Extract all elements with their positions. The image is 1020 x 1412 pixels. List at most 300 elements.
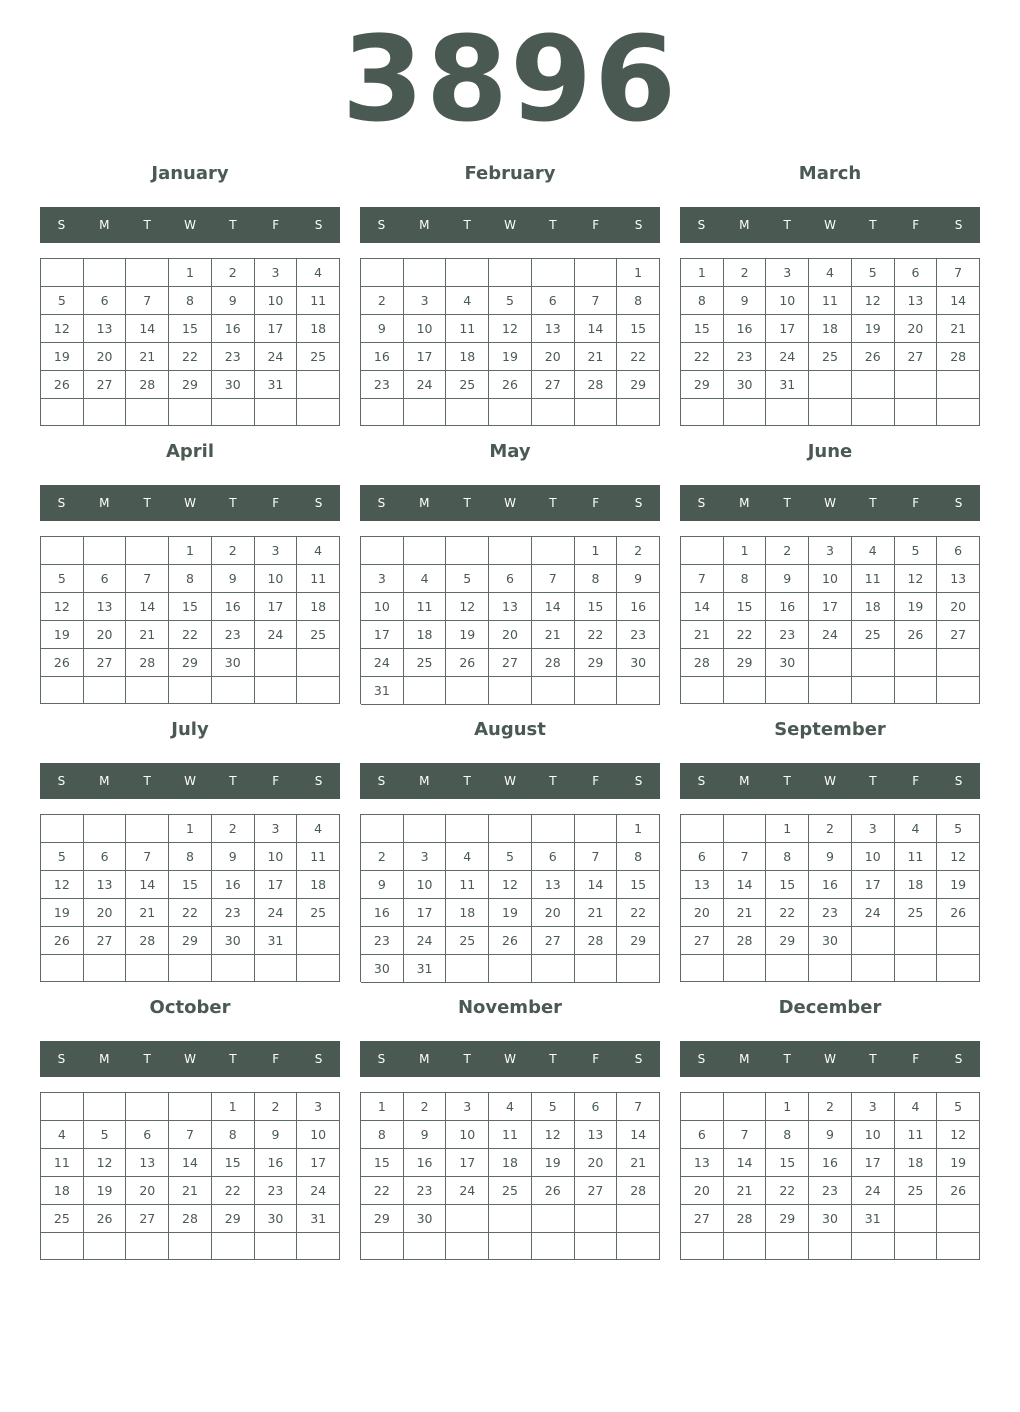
day-cell: 5 [532,1093,575,1121]
weekday-header [360,763,660,799]
day-cell: 22 [169,343,212,371]
day-cell: 23 [809,899,852,927]
empty-day-cell [255,955,298,982]
weekday-label: S [314,496,323,510]
day-cell: 26 [41,927,84,955]
day-cell: 1 [212,1093,255,1121]
day-cell: 13 [489,593,532,621]
empty-day-cell [297,649,340,677]
empty-day-cell [126,1093,169,1121]
day-cell: 25 [895,899,938,927]
day-cell: 4 [852,537,895,565]
month-name: October [149,997,231,1018]
empty-day-cell [681,537,724,565]
weekday-label: T [549,1052,557,1066]
day-cell: 2 [212,259,255,287]
day-cell: 29 [575,649,618,677]
empty-day-cell [937,371,980,399]
day-cell: 9 [724,287,767,315]
day-cell: 21 [126,899,169,927]
empty-day-cell [937,649,980,677]
day-cell: 6 [532,287,575,315]
weekday-label: S [634,1052,643,1066]
weekday-label: S [954,496,963,510]
day-cell: 23 [255,1177,298,1205]
day-cell: 21 [575,343,618,371]
day-cell: 5 [41,843,84,871]
empty-day-cell [532,537,575,565]
empty-day-cell [489,677,532,705]
day-cell: 21 [169,1177,212,1205]
day-cell: 6 [575,1093,618,1121]
weekday-label: M [419,496,430,510]
day-cell: 5 [446,565,489,593]
day-cell: 26 [41,371,84,399]
day-cell: 19 [852,315,895,343]
day-cell: 12 [41,593,84,621]
day-cell: 15 [575,593,618,621]
month-name: September [774,719,886,740]
empty-day-cell [41,399,84,426]
empty-day-cell [361,399,404,426]
day-cell: 3 [255,537,298,565]
day-cell: 17 [446,1149,489,1177]
empty-day-cell [255,677,298,704]
empty-day-cell [937,677,980,704]
empty-day-cell [724,1093,767,1121]
weekday-label: M [99,218,110,232]
weekday-label: F [912,496,920,510]
empty-day-cell [446,955,489,983]
weekday-label: W [504,1052,516,1066]
day-cell: 28 [126,649,169,677]
weekday-header [680,207,980,243]
day-cell: 18 [41,1177,84,1205]
empty-day-cell [575,1205,618,1233]
day-cell: 20 [84,899,127,927]
day-cell: 15 [212,1149,255,1177]
day-cell: 17 [766,315,809,343]
day-cell: 20 [84,621,127,649]
day-cell: 7 [724,1121,767,1149]
day-cell: 26 [895,621,938,649]
weekday-label: T [463,1052,471,1066]
day-cell: 5 [937,1093,980,1121]
day-cell: 6 [84,287,127,315]
day-cell: 5 [84,1121,127,1149]
month-name: December [778,997,882,1018]
day-cell: 28 [532,649,575,677]
day-cell: 23 [361,927,404,955]
month-name: April [165,441,215,462]
empty-day-cell [617,955,660,983]
month-name: January [151,163,229,184]
empty-day-cell [361,537,404,565]
weekday-label: T [783,1052,791,1066]
weekday-header [680,485,980,521]
weekday-label: T [143,774,151,788]
day-cell: 22 [766,899,809,927]
day-cell: 21 [532,621,575,649]
weekday-label: W [184,496,196,510]
weekday-header [680,1041,980,1077]
weekday-label: M [99,1052,110,1066]
day-cell: 20 [126,1177,169,1205]
day-cell: 10 [809,565,852,593]
day-cell: 7 [575,287,618,315]
day-cell: 10 [404,315,447,343]
day-cell: 15 [169,871,212,899]
day-cell: 22 [575,621,618,649]
day-grid [360,258,660,426]
day-cell: 12 [852,287,895,315]
day-cell: 26 [41,649,84,677]
empty-day-cell [681,399,724,426]
day-cell: 9 [361,871,404,899]
empty-day-cell [126,537,169,565]
day-cell: 2 [361,287,404,315]
empty-day-cell [532,815,575,843]
day-cell: 4 [446,287,489,315]
empty-day-cell [41,815,84,843]
day-cell: 8 [361,1121,404,1149]
day-cell: 23 [724,343,767,371]
empty-day-cell [532,1233,575,1260]
day-cell: 3 [255,259,298,287]
day-cell: 8 [617,287,660,315]
day-cell: 17 [404,343,447,371]
empty-day-cell [84,259,127,287]
day-cell: 5 [41,565,84,593]
day-cell: 11 [895,843,938,871]
day-cell: 9 [809,843,852,871]
empty-day-cell [126,399,169,426]
empty-day-cell [169,399,212,426]
day-cell: 11 [297,843,340,871]
day-cell: 30 [809,1205,852,1233]
empty-day-cell [41,1233,84,1260]
empty-day-cell [126,259,169,287]
day-cell: 17 [255,871,298,899]
empty-day-cell [766,1233,809,1260]
day-cell: 14 [937,287,980,315]
day-cell: 5 [489,843,532,871]
day-cell: 10 [766,287,809,315]
day-cell: 22 [617,343,660,371]
day-cell: 3 [852,815,895,843]
day-cell: 13 [532,871,575,899]
weekday-label: T [463,496,471,510]
empty-day-cell [489,259,532,287]
empty-day-cell [169,677,212,704]
day-cell: 19 [895,593,938,621]
day-cell: 2 [617,537,660,565]
day-cell: 26 [84,1205,127,1233]
empty-day-cell [575,399,618,426]
weekday-label: W [504,496,516,510]
day-cell: 23 [212,899,255,927]
empty-day-cell [169,1093,212,1121]
day-cell: 4 [809,259,852,287]
day-cell: 8 [169,287,212,315]
day-cell: 3 [361,565,404,593]
day-cell: 30 [724,371,767,399]
empty-day-cell [575,815,618,843]
day-cell: 4 [895,815,938,843]
day-cell: 28 [169,1205,212,1233]
weekday-label: M [739,1052,750,1066]
day-cell: 23 [404,1177,447,1205]
empty-day-cell [937,1205,980,1233]
day-cell: 26 [852,343,895,371]
day-cell: 16 [809,871,852,899]
day-cell: 20 [937,593,980,621]
day-cell: 13 [575,1121,618,1149]
day-cell: 6 [84,565,127,593]
day-cell: 17 [852,871,895,899]
day-cell: 23 [212,621,255,649]
day-cell: 23 [361,371,404,399]
day-cell: 16 [361,343,404,371]
day-cell: 28 [617,1177,660,1205]
weekday-label: T [229,496,237,510]
day-cell: 8 [724,565,767,593]
day-cell: 9 [361,315,404,343]
day-cell: 23 [809,1177,852,1205]
day-cell: 8 [681,287,724,315]
weekday-label: M [419,774,430,788]
day-cell: 11 [41,1149,84,1177]
empty-day-cell [212,399,255,426]
day-cell: 1 [617,815,660,843]
day-cell: 19 [937,1149,980,1177]
day-cell: 10 [255,287,298,315]
month-name: May [489,441,531,462]
day-cell: 7 [126,843,169,871]
day-cell: 9 [255,1121,298,1149]
day-cell: 7 [724,843,767,871]
day-cell: 14 [724,871,767,899]
day-cell: 16 [212,593,255,621]
weekday-label: T [463,218,471,232]
month-name: February [464,163,556,184]
year-title: 3896 [341,10,679,148]
day-cell: 10 [255,565,298,593]
empty-day-cell [84,1093,127,1121]
empty-day-cell [766,955,809,982]
day-cell: 25 [489,1177,532,1205]
empty-day-cell [895,399,938,426]
day-cell: 19 [41,343,84,371]
day-cell: 14 [575,315,618,343]
empty-day-cell [404,399,447,426]
day-cell: 19 [532,1149,575,1177]
day-cell: 2 [809,815,852,843]
day-cell: 9 [212,843,255,871]
day-cell: 8 [575,565,618,593]
empty-day-cell [84,815,127,843]
empty-day-cell [446,399,489,426]
empty-day-cell [809,399,852,426]
weekday-label: T [463,774,471,788]
day-cell: 1 [169,815,212,843]
day-cell: 16 [361,899,404,927]
empty-day-cell [297,399,340,426]
weekday-label: S [377,774,386,788]
day-cell: 2 [212,537,255,565]
day-cell: 2 [361,843,404,871]
weekday-label: F [592,496,600,510]
day-cell: 26 [532,1177,575,1205]
day-cell: 30 [809,927,852,955]
day-cell: 27 [532,927,575,955]
day-cell: 9 [809,1121,852,1149]
day-cell: 5 [489,287,532,315]
empty-day-cell [724,677,767,704]
day-cell: 22 [169,899,212,927]
day-cell: 6 [681,1121,724,1149]
day-cell: 6 [895,259,938,287]
day-cell: 4 [41,1121,84,1149]
empty-day-cell [852,1233,895,1260]
day-cell: 10 [446,1121,489,1149]
day-cell: 14 [169,1149,212,1177]
weekday-label: T [783,218,791,232]
day-cell: 14 [532,593,575,621]
weekday-label: T [143,218,151,232]
empty-day-cell [41,677,84,704]
empty-day-cell [297,677,340,704]
day-cell: 13 [84,315,127,343]
day-cell: 12 [41,871,84,899]
day-cell: 7 [575,843,618,871]
day-cell: 21 [575,899,618,927]
empty-day-cell [852,371,895,399]
weekday-label: S [57,496,66,510]
day-cell: 11 [809,287,852,315]
empty-day-cell [84,1233,127,1260]
day-cell: 6 [84,843,127,871]
day-cell: 27 [681,1205,724,1233]
weekday-label: F [592,1052,600,1066]
day-cell: 15 [766,1149,809,1177]
day-cell: 27 [84,371,127,399]
day-cell: 10 [361,593,404,621]
empty-day-cell [532,259,575,287]
day-cell: 3 [297,1093,340,1121]
day-cell: 25 [895,1177,938,1205]
day-cell: 21 [681,621,724,649]
day-cell: 25 [297,621,340,649]
day-cell: 6 [937,537,980,565]
empty-day-cell [575,677,618,705]
day-cell: 29 [766,927,809,955]
day-cell: 1 [617,259,660,287]
day-cell: 22 [617,899,660,927]
day-cell: 4 [404,565,447,593]
weekday-label: F [272,1052,280,1066]
empty-day-cell [404,259,447,287]
day-cell: 13 [126,1149,169,1177]
empty-day-cell [361,815,404,843]
day-cell: 11 [297,565,340,593]
day-cell: 18 [809,315,852,343]
day-cell: 31 [361,677,404,705]
empty-day-cell [532,1205,575,1233]
day-cell: 1 [766,1093,809,1121]
empty-day-cell [895,955,938,982]
day-grid [40,258,340,426]
day-cell: 27 [575,1177,618,1205]
empty-day-cell [895,649,938,677]
empty-day-cell [446,537,489,565]
day-grid [360,536,660,704]
day-cell: 15 [617,871,660,899]
weekday-label: W [504,218,516,232]
empty-day-cell [489,815,532,843]
month-name: July [171,719,209,740]
weekday-label: T [783,774,791,788]
weekday-label: S [57,774,66,788]
empty-day-cell [255,649,298,677]
empty-day-cell [446,1233,489,1260]
day-cell: 15 [724,593,767,621]
month-name: November [457,997,563,1018]
day-cell: 24 [297,1177,340,1205]
weekday-label: S [697,1052,706,1066]
empty-day-cell [681,1233,724,1260]
empty-day-cell [489,537,532,565]
day-cell: 16 [724,315,767,343]
day-cell: 21 [617,1149,660,1177]
empty-day-cell [126,677,169,704]
day-cell: 16 [766,593,809,621]
weekday-label: T [783,496,791,510]
day-cell: 19 [41,899,84,927]
day-cell: 20 [681,1177,724,1205]
day-cell: 20 [681,899,724,927]
weekday-header [360,1041,660,1077]
day-cell: 21 [126,621,169,649]
empty-day-cell [681,1093,724,1121]
day-cell: 16 [404,1149,447,1177]
weekday-label: S [634,496,643,510]
day-cell: 4 [297,815,340,843]
empty-day-cell [255,1233,298,1260]
day-cell: 24 [255,899,298,927]
day-cell: 1 [169,259,212,287]
day-cell: 9 [766,565,809,593]
weekday-label: M [419,218,430,232]
day-cell: 31 [255,371,298,399]
weekday-label: S [697,218,706,232]
empty-day-cell [126,1233,169,1260]
day-cell: 15 [361,1149,404,1177]
empty-day-cell [361,1233,404,1260]
empty-day-cell [212,955,255,982]
day-cell: 16 [617,593,660,621]
day-cell: 4 [297,259,340,287]
empty-day-cell [937,927,980,955]
day-cell: 24 [852,1177,895,1205]
weekday-label: T [869,496,877,510]
weekday-label: S [314,1052,323,1066]
day-cell: 29 [617,927,660,955]
weekday-label: S [954,218,963,232]
day-cell: 29 [681,371,724,399]
day-cell: 15 [681,315,724,343]
day-cell: 8 [617,843,660,871]
